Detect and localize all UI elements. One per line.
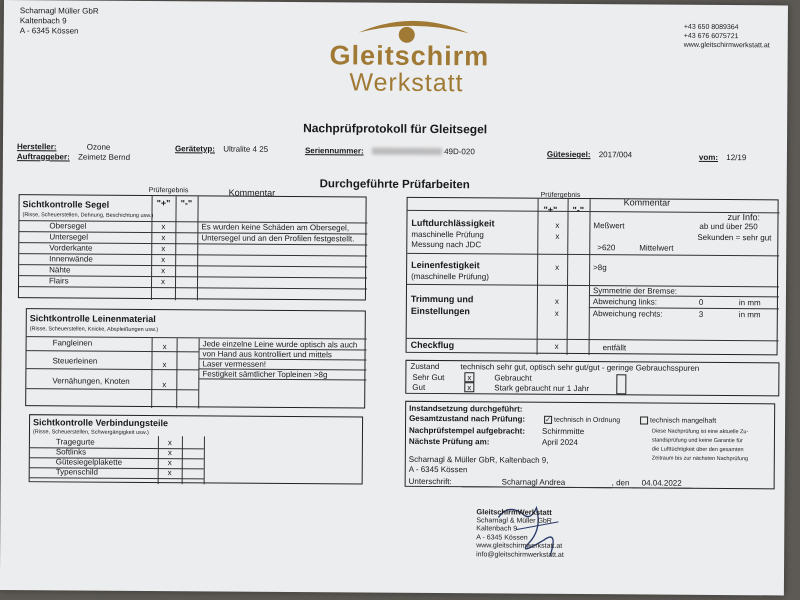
disclaimer-line: Zeitraum bis zur nächsten Nachprüfung [651,455,749,463]
leinen-row-mark: x [162,380,167,390]
auftraggeber-value: Zeimetz Bernd [77,152,131,162]
luft-mark-2: x [555,231,560,241]
leinenfest-sub: (maschinelle Prüfung) [411,271,489,282]
right-results-box [406,197,779,356]
ok-check: ✓ [545,416,552,424]
disclaimer-line: standsprüfung und keine Garantie für [651,437,743,445]
verbindung-row-label: Gütesiegelplakette [55,457,123,467]
verbindung-title: Sichtkontrolle Verbindungsteile [33,417,169,429]
verbindung-row-mark: x [167,468,172,478]
left-plus-header: "+" [156,198,171,209]
naechste-label: Nächste Prüfung am: [408,436,490,447]
leinen-comment-line: Jede einzelne Leine wurde optisch als auch [202,339,358,350]
zustand-box [405,360,779,397]
segel-box [18,194,367,300]
seriennummer-value: 49D-020 [444,147,475,157]
luft-value: >620 [597,243,616,253]
segel-row-comment: Es wurden keine Schäden am Obersegel, [201,222,350,233]
leinen-row-mark: x [162,360,167,370]
segel-row-divider [19,275,367,278]
luft-sub2: Messung nach JDC [411,239,482,250]
segel-row-mark: x [161,222,166,232]
guetesiegel-value: 2017/004 [598,150,633,160]
leinenfest-mark: x [555,262,560,272]
leinen-row-divider [26,388,198,390]
leinen-row-mark: x [162,342,167,352]
unterschrift-name: Scharnagl Andrea [501,477,566,487]
verbindung-subtitle: (Risse, Scheuerstellen, Schwergängigkeit usw.) [32,429,149,437]
leinen-row-label: Steuerleinen [52,356,98,366]
leinen-comment-line: Laser vermessen! [202,359,267,369]
instand-box [405,401,776,490]
stempel-value: Schirmmitte [541,426,585,437]
gesamt-label: Gesamtzustand nach Prüfung: [409,413,526,424]
segel-row-label: Innenwände [49,254,93,264]
verbindung-row-label: Typenschild [55,467,98,477]
sehr-gut-check: x [464,372,474,382]
leinen-comment-line: Festigkeit sämtlicher Topleinen >8g [202,369,328,380]
trimmung-title-1: Trimmung und [410,293,474,305]
verbindung-box [29,414,363,484]
stark-gebraucht-box [616,374,626,394]
leinen-comment-divider [198,378,366,380]
verbindung-row-mark: x [167,448,172,458]
auftraggeber-label: Auftraggeber: [16,152,70,162]
luft-title: Luftdurchlässigkeit [411,217,495,229]
luft-unit: Mittelwert [639,243,674,253]
instand-title: Instandsetzung durchgeführt: [409,403,523,414]
company-stamp [476,508,564,560]
segel-row-label: Nähte [49,265,71,275]
leinenfest-title: Leinenfestigkeit [411,259,480,271]
document-title: Nachprüfprotokoll für Gleitsegel [303,121,488,137]
segel-row-mark: x [161,255,166,265]
vom-value: 12/19 [726,153,747,163]
stamp-line-2: Kaltenbach 9 [476,525,518,533]
trimmung-mark-2: x [554,308,559,318]
phone-2: +43 676 6075721 [683,32,739,41]
company-name: Scharnagl Müller GbR [19,6,99,16]
ok-option [544,416,620,425]
instand-city-line: A - 6345 Kössen [408,464,468,475]
luft-mark-1: x [555,220,560,230]
naechste-value: April 2024 [541,437,578,448]
stamp-line-4: www.gleitschirmwerkstatt.at [476,542,563,550]
segel-row-comment: Untersegel und an den Profilen festgestellt. [201,233,355,244]
verbindung-row-mark: x [167,438,172,448]
trimmung-title-2: Einstellungen [410,305,470,317]
verbindung-row-divider [30,477,204,479]
checkflug-mark: x [554,341,559,351]
gut-label: Gut [412,382,426,392]
leinen-row-label: Fangleinen [52,338,93,348]
sehr-gut-checkbox [464,372,474,382]
leinenfest-value: >8g [593,263,607,273]
mangel-option [640,416,716,425]
abweichung-rechts-unit: in mm [738,310,761,320]
company-contact [684,23,770,51]
checkflug-value: entfällt [602,343,627,353]
segel-row-label: Flairs [49,276,69,286]
hersteller-value: Ozone [86,142,111,152]
right-pruefergebnis-header: Prüfergebnis [540,191,581,200]
right-kommentar-header: Kommentar [623,197,671,208]
disclaimer-line: die Lufttüchtigkeit über den gesamten [651,446,744,454]
zur-info-label: zur Info: [727,212,761,223]
right-plus-header: "+" [543,204,558,215]
section-title: Durchgeführte Prüfarbeiten [319,178,470,192]
company-city: A - 6345 Kössen [19,26,79,36]
den-label: , den [611,478,630,488]
segel-title: Sichtkontrolle Segel [22,199,110,210]
company-street: Kaltenbach 9 [19,16,67,26]
abweichung-links-value: 0 [698,297,704,307]
segel-row-label: Untersegel [49,232,89,242]
leinen-row-divider [27,350,199,352]
abweichung-rechts-label: Abweichung rechts: [592,309,663,319]
stamp-line-3: A - 6345 Kössen [476,533,528,542]
gut-checkbox [464,382,474,392]
zustand-label: Zustand [410,361,440,372]
stamp-line-1: Scharnagl & Müller GbR [476,516,552,525]
segel-row-divider [19,264,367,267]
vom-label: vom: [698,152,719,162]
abweichung-links-label: Abweichung links: [592,297,657,307]
ok-label: technisch in Ordnung [554,416,621,425]
geraetetyp-value: Ultralite 4 25 [223,144,269,154]
instand-company-line: Scharnagl & Müller GbR, Kaltenbach 9, [408,454,549,465]
left-kommentar-header: Kommentar [228,187,276,198]
luft-messwert: Meßwert [593,221,625,231]
abweichung-rechts-value: 3 [698,309,704,319]
seriennummer-label: Seriennummer: [304,146,364,156]
guetesiegel-label: Gütesiegel: [546,149,591,160]
hersteller-label: Hersteller: [16,142,57,152]
left-pruefergebnis-header: Prüfergebnis [148,187,189,195]
company-logo [303,10,524,102]
luft-sub1: maschinelle Prüfung [411,229,484,240]
verbindung-row-label: Tragegurte [55,437,95,447]
luft-info-2: Sekunden = sehr gut [697,232,772,243]
zustand-desc: technisch sehr gut, optisch sehr gut/gut - geringe Gebrauchsspuren [460,362,700,373]
field-hersteller [17,142,110,152]
field-seriennummer [305,146,475,156]
geraetetyp-label: Gerätetyp: [174,144,216,154]
leinen-subtitle: (Risse, Scheuerstellen, Knicke, Abspleißungen usw.) [29,326,159,334]
leinen-title: Sichtkontrolle Leinenmaterial [29,313,156,325]
segel-subtitle: (Risse, Scheuerstellen, Dehnung, Beschichtung usw.) [22,212,154,220]
phone-1: +43 650 8089364 [683,23,739,32]
seriennummer-redacted [372,148,442,155]
segel-row-mark: x [161,244,166,254]
leinen-box [25,308,366,408]
gut-check: x [464,382,474,392]
abweichung-links-unit: in mm [738,298,761,308]
leinen-row-label: Vernähungen, Knoten [52,376,130,386]
verbindung-row-mark: x [167,458,172,468]
verbindung-row-label: Softlinks [55,447,87,457]
right-minus-header: "-" [572,204,585,216]
website: www.gleitschirmwerkstatt.at [683,41,770,50]
left-minus-header: "-" [180,198,193,209]
field-geraetetyp [175,144,268,154]
stempel-label: Nachprüfstempel aufgebracht: [408,425,526,436]
logo-text-line2: Werkstatt [349,68,464,98]
segel-row-divider [19,286,367,289]
trimmung-mark-1: x [554,296,559,306]
unterschrift-label: Unterschrift: [408,476,452,487]
disclaimer [652,428,749,465]
gebraucht-label: Gebraucht [494,373,532,383]
luft-info-1: ab und über 250 [699,221,758,232]
segel-row-mark: x [161,277,166,287]
leinen-comment-line: von Hand aus kontrolliert und mittels [202,349,332,360]
symmetrie-label: Symmetrie der Bremse: [592,286,678,296]
unterschrift-date: 04.04.2022 [641,478,682,488]
mangel-check [640,416,648,424]
segel-row-mark: x [161,233,166,243]
company-address [20,6,99,37]
field-guetesiegel [547,150,632,160]
field-vom [699,153,746,162]
segel-row-label: Vorderkante [49,243,93,253]
logo-text-line1: Gleitschirm [329,40,490,72]
checkflug-title: Checkflug [410,339,455,351]
stamp-name: GleitschirmWerkstatt [476,507,552,517]
sehr-gut-label: Sehr Gut [412,372,445,383]
field-auftraggeber [17,152,130,162]
segel-row-label: Obersegel [49,221,87,231]
stamp-line-5: info@gleitschirmwerkstatt.at [476,550,564,559]
disclaimer-line: Diese Nachprüfung ist eine aktuelle Zu- [651,428,749,436]
mangel-label: technisch mangelhaft [650,417,717,425]
segel-row-mark: x [161,266,166,276]
leinen-row-divider [26,368,198,370]
stark-gebraucht-label: Stark gebraucht nur 1 Jahr [494,383,590,394]
